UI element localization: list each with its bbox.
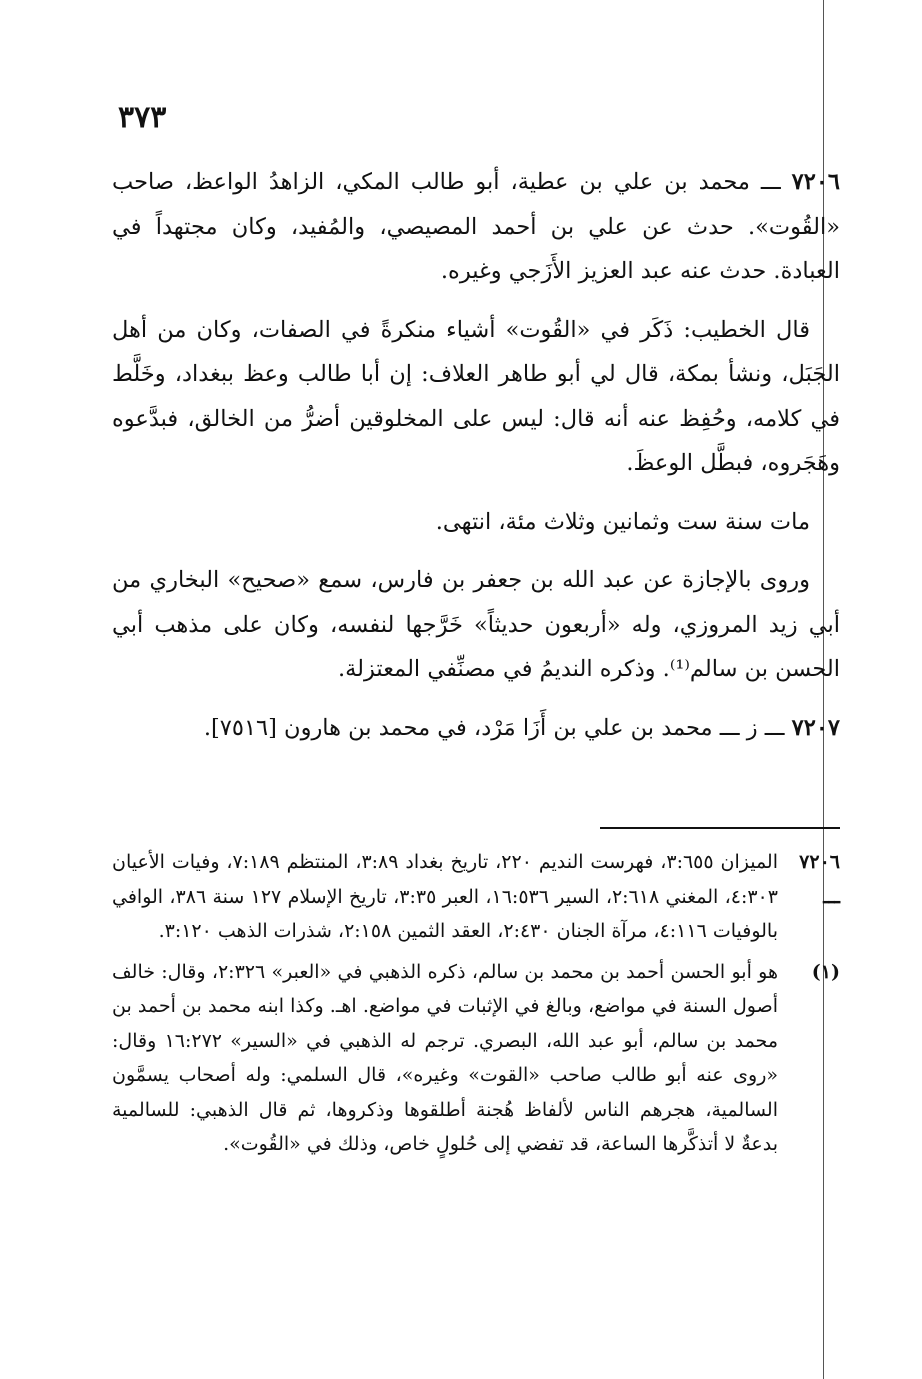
entry-dash: ـــ — [757, 714, 792, 741]
entry-dash: ـــ — [750, 169, 792, 195]
paragraph-entry-7206 — [112, 160, 840, 294]
footnote-sources — [112, 845, 840, 949]
paragraph-death — [112, 500, 840, 545]
footnote-1 — [112, 955, 840, 1162]
entry-number: ٧٢٠٧ — [791, 714, 840, 741]
footnotes — [112, 845, 840, 1168]
paragraph-text: مات سنة ست وثمانين وثلاث مئة، انتهى. — [435, 508, 810, 535]
page-number: ٣٧٣ — [118, 100, 167, 135]
footnote-marker: (١) — [811, 960, 840, 983]
paragraph-text: قال الخطيب: ذَكَر في «القُوت» أشياء منكرةً في الصفات، وكان من أهل الجَبَل، ونشأ بمكة، قال لي أبو طاهر العلاف: إن أبا طالب وعظ ببغداد، وخَلَّط في كلامه، وحُفِظ عنه أنه قال: ليس على المخلوقين أضرُّ من الخالق، فبدَّعوه وهَجَروه، فبطَّل الوعظَ. — [112, 316, 840, 476]
entry-number: ٧٢٠٦ — [791, 169, 840, 195]
footnote-text: الميزان ٣:٦٥٥، فهرست النديم ٢٢٠، تاريخ بغداد ٣:٨٩، المنتظم ٧:١٨٩، وفيات الأعيان ٤:٣٠٣، المغني ٢:٦١٨، السير ١٦:٥٣٦، العبر ٣:٣٥، تاريخ الإسلام ١٢٧ سنة ٣٨٦، الوافي بالوفيات ٤:١١٦، مرآة الجنان ٢:٤٣٠، العقد الثمين ٢:١٥٨، شذرات الذهب ٣:١٢٠. — [112, 851, 778, 942]
paragraph-ijaza — [112, 558, 840, 692]
paragraph-text: ز ـــ محمد بن علي بن أَزَا مَرْد، في محمد بن هارون [٧٥١٦]. — [203, 714, 758, 741]
main-text — [112, 160, 840, 764]
footnote-separator — [600, 827, 840, 829]
footnote-marker: ٧٢٠٦ ـــ — [799, 851, 840, 908]
footnote-text: هو أبو الحسن أحمد بن محمد بن سالم، ذكره الذهبي في «العبر» ٢:٣٢٦، وقال: خالف أصول السنة في مواضع، وبالغ في الإثبات في مواضع. اهـ. وكذا ابنه محمد بن أحمد بن محمد بن سالم، أبو عبد الله، البصري. ترجم له الذهبي في «السير» ١٦:٢٧٢ وقال: «روى عنه أبو طالب صاحب «القوت» وغيره»، قال السلمي: وله أصحاب يسمَّون السالمية، هجرهم الناس لألفاظ هُجنة أطلقوها وذكروها، ثم قال الذهبي: للسالمية بدعةٌ لا أتذكَّرها الساعة، قد تفضي إلى حُلولٍ خاص، وذلك في «القُوت». — [112, 960, 778, 1155]
paragraph-text: وروى بالإجازة عن عبد الله بن جعفر بن فارس، سمع «صحيح» البخاري من أبي زيد المروزي، وله «أربعون حديثاً» خَرَّجها لنفسه، وكان على مذهب أبي الحسن بن سالم⁽¹⁾. وذكره النديمُ في مصنِّفي المعتزلة. — [112, 567, 840, 682]
paragraph-text: محمد بن علي بن عطية، أبو طالب المكي، الزاهدُ الواعظ، صاحب «القُوت». حدث عن علي بن أحمد المصيصي، والمُفيد، وكان مجتهداً في العبادة. حدث عنه عبد العزيز الأَزَجي وغيره. — [112, 169, 840, 284]
paragraph-entry-7207 — [112, 706, 840, 751]
paragraph-khatib — [112, 308, 840, 486]
